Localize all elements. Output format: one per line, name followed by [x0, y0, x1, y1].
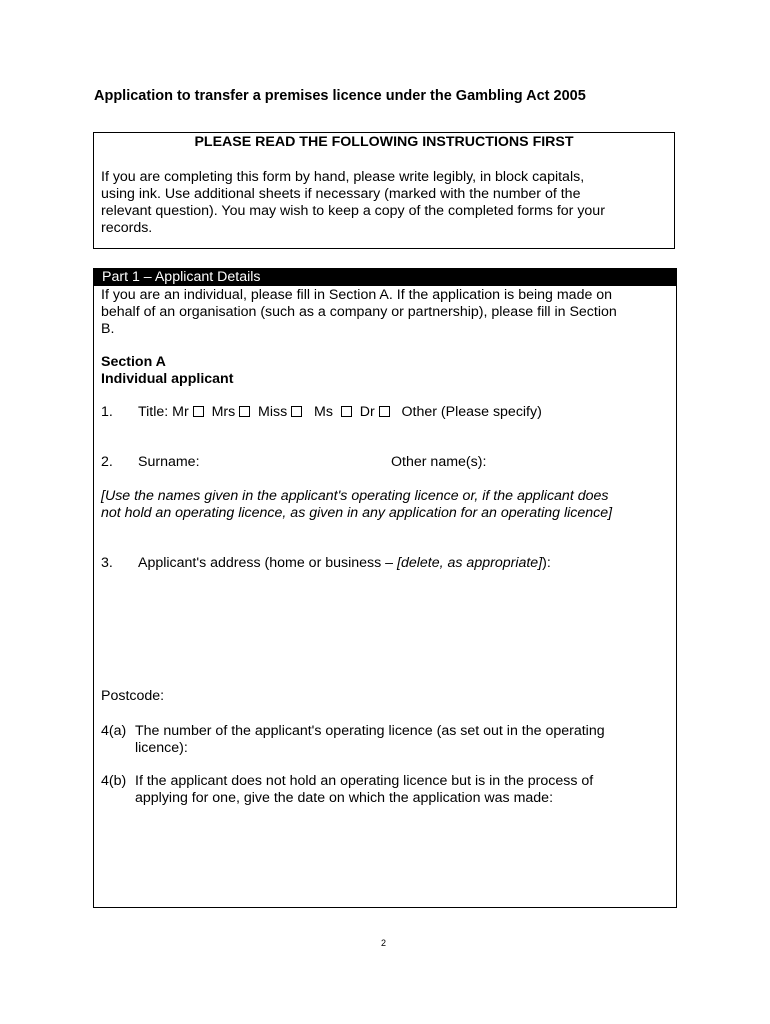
q1-title-row — [138, 404, 542, 420]
part1-section — [93, 268, 677, 908]
q3-label — [138, 555, 551, 571]
checkbox-miss[interactable] — [291, 406, 302, 417]
checkbox-ms[interactable] — [341, 406, 352, 417]
instructions-box — [93, 132, 675, 249]
title-option-ms: Ms — [314, 404, 333, 420]
checkbox-dr[interactable] — [379, 406, 390, 417]
title-option-miss: Miss — [258, 404, 288, 420]
q3-label-text: Applicant's address (home or business – — [138, 555, 398, 571]
instructions-text: If you are completing this form by hand, please write legibly, in block capitals, using ink. Use additional sheets if necessary (marked with the number of the relevant question). You may wish to keep a copy of the completed forms for your records. — [101, 169, 605, 236]
q4b-line2: applying for one, give the date on which the application was made: — [135, 790, 554, 806]
q2-note-line2: not hold an operating licence, as given in any application for an operating licence] — [101, 505, 613, 521]
q4a-number: 4(a) — [101, 723, 127, 739]
q2-number: 2. — [101, 454, 113, 470]
q4b-line1: If the applicant does not hold an operating licence but is in the process of — [135, 773, 594, 789]
title-option-mrs: Mrs — [211, 404, 236, 420]
checkbox-mrs[interactable] — [239, 406, 250, 417]
section-a-subheading: Individual applicant — [101, 371, 234, 387]
instructions-heading: PLEASE READ THE FOLLOWING INSTRUCTIONS FIRST — [194, 134, 574, 150]
q3-label-end: ): — [542, 555, 551, 571]
part1-header: Part 1 – Applicant Details — [94, 269, 676, 286]
section-a-heading: Section A — [101, 354, 166, 370]
title-option-mr: Mr — [172, 404, 189, 420]
document-title: Application to transfer a premises licence under the Gambling Act 2005 — [94, 88, 586, 104]
title-option-other: Other (Please specify) — [401, 404, 542, 420]
q4a-line2: licence): — [135, 740, 188, 756]
page-number: 2 — [381, 938, 387, 948]
q2-note-line1: [Use the names given in the applicant's operating licence or, if the applicant does — [101, 488, 609, 504]
q1-number: 1. — [101, 404, 113, 420]
q3-label-italic: [delete, as appropriate] — [397, 555, 543, 571]
checkbox-mr[interactable] — [193, 406, 204, 417]
postcode-label: Postcode: — [101, 688, 165, 704]
q4a-line1: The number of the applicant's operating licence (as set out in the operating — [135, 723, 605, 739]
title-option-dr: Dr — [359, 404, 375, 420]
other-names-label: Other name(s): — [391, 454, 487, 470]
part1-intro: If you are an individual, please fill in Section A. If the application is being made on behalf of an organisation (such as a company or partnership), please fill in Section B. — [101, 287, 617, 337]
surname-label: Surname: — [138, 454, 200, 470]
q4b-number: 4(b) — [101, 773, 127, 789]
q1-title-label: Title: — [138, 404, 169, 420]
q3-number: 3. — [101, 555, 113, 571]
